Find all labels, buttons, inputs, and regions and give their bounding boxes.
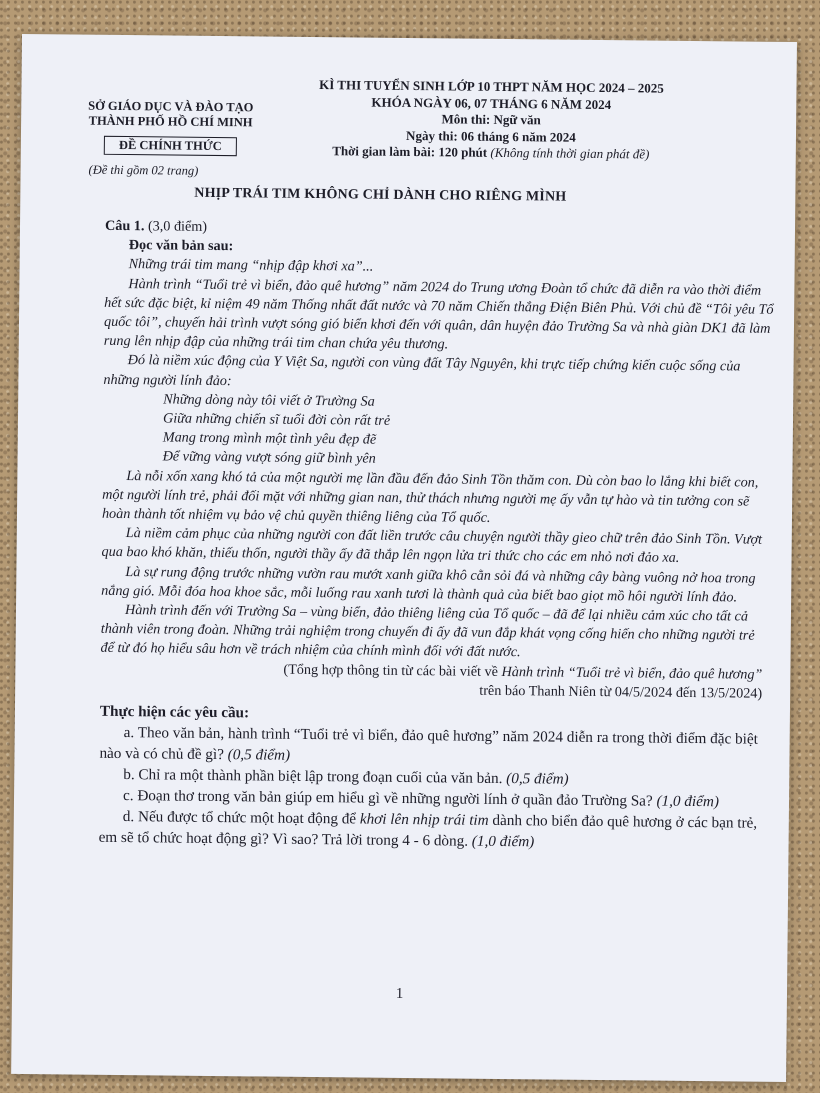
page-number: 1 [395, 985, 404, 1002]
requirement-a: a. Theo văn bản, hành trình “Tuổi trẻ vì biển, đảo quê hương” năm 2024 diễn ra trong thời điểm đặc biệt nào và có chủ đề gì? (0,5 điểm) [99, 724, 758, 764]
passage-paragraph: Là sự rung động trước những vườn rau mướt xanh giữa khô cằn sỏi đá và những cây bàng vuông nở hoa trong nắng gió. Mỗi đóa hoa khoe sắc, mỗi luống rau xanh tươi là thành quả của biết bao giọt mồ hôi người lính đảo. [101, 563, 756, 606]
header-right [271, 77, 712, 164]
requirement-d: d. Nếu được tổ chức một hoạt động để khơi lên nhịp trái tim dành cho biển đảo quê hương ở các bạn trẻ, em sẽ tổ chức hoạt động gì? Vì sao? Trả lời trong 4 - 6 dòng. (1,0 điểm) [98, 808, 758, 851]
exam-subject: Môn thi: Ngữ văn [441, 111, 541, 128]
poem-line: Để vững vàng vượt sóng giữ bình yên [162, 448, 376, 468]
header-left [83, 99, 259, 180]
requirements-title: Thực hiện các yêu cầu: [99, 702, 250, 722]
passage-title: NHỊP TRÁI TIM KHÔNG CHỈ DÀNH CHO RIÊNG MÌNH [194, 185, 567, 205]
exam-session: KHÓA NGÀY 06, 07 THÁNG 6 NĂM 2024 [371, 94, 612, 112]
question-heading: Câu 1. (3,0 điểm) [104, 217, 208, 235]
passage-paragraph: Là niềm cảm phục của những người con đất liền trước câu chuyện người thầy gieo chữ trên đảo Sinh Tồn. Vượt qua bao khó khăn, thiếu thốn, người thầy ấy đã thắp lên ngọn lửa tri thức cho các em nhỏ nơi đảo xa. [101, 525, 763, 567]
poem-line: Giữa những chiến sĩ tuổi đời còn rất trẻ [162, 410, 391, 429]
exam-paper [11, 34, 797, 1082]
poem-line: Những dòng này tôi viết ở Trường Sa [163, 391, 375, 410]
passage-paragraph: Là nỗi xốn xang khó tả của một người mẹ lần đầu đến đảo Sinh Tồn thăm con. Dù còn bao lo lắng khi biết con, một người lính trẻ, phải đối mặt với những gian nan, thử thách nhưng người mẹ ấy vẫn tự hào và tin tưởng con sẽ hoàn thành tốt nhiệm vụ bảo vệ chủ quyền thiêng liêng của Tổ quốc. [101, 467, 759, 526]
passage-paragraph: Hành trình đến với Trường Sa – vùng biển, đảo thiêng liêng của Tổ quốc – đã để lại nhiều cảm xúc cho tất cả thành viên trong đoàn. Những trải nghiệm trong chuyến đi ấy đã vun đắp khát vọng cống hiến cho những người trẻ để từ đó họ hiểu sâu hơn về trách nhiệm của chính mình đối với đất nước. [100, 602, 755, 661]
question-body [99, 217, 776, 855]
reading-instruction: Đọc văn bản sau: [128, 237, 234, 255]
source-citation: (Tổng hợp thông tin từ các bài viết về Hành trình “Tuổi trẻ vì biển, đảo quê hương” [283, 661, 763, 683]
official-stamp-box: ĐỀ CHÍNH THỨC [104, 136, 237, 156]
passage-paragraph: Đó là niềm xúc động của Y Việt Sa, người con vùng đất Tây Nguyên, khi trực tiếp chứng kiến cuộc sống của những người lính đảo: [103, 352, 741, 389]
exam-date: Ngày thi: 06 tháng 6 năm 2024 [406, 127, 576, 145]
requirements [99, 701, 771, 855]
pages-note: (Đề thi gồm 02 trang) [88, 162, 199, 178]
requirement-c: c. Đoạn thơ trong văn bản giúp em hiểu gì về những người lính ở quần đảo Trường Sa? (1,0 điểm) [122, 787, 720, 811]
exam-title: KÌ THI TUYỂN SINH LỚP 10 THPT NĂM HỌC 2024 – 2025 [319, 77, 664, 96]
requirement-b: b. Chỉ ra một thành phần biệt lập trong đoạn cuối của văn bản. (0,5 điểm) [123, 766, 569, 788]
source-citation-line-2: trên báo Thanh Niên từ 04/5/2024 đến 13/5/2024) [479, 682, 763, 702]
passage-paragraph: Hành trình “Tuổi trẻ vì biển, đảo quê hương” năm 2024 do Trung ương Đoàn tổ chức đã diễn ra vào thời điểm hết sức đặc biệt, kỉ niệm 49 năm Thống nhất đất nước và 70 năm Chiến thắng Điện Biên Phủ. Với chủ đề “Tôi yêu Tổ quốc tôi”, chuyến hải trình vượt sóng gió biển khơi đến với quân, dân huyện đảo Trường Sa và nhà giàn DK1 đã làm rung lên nhịp đập của những trái tim chan chứa yêu thương. [103, 275, 774, 353]
poem-line: Mang trong mình một tình yêu đẹp đẽ [162, 429, 377, 448]
exam-time: Thời gian làm bài: 120 phút (Không tính thời gian phát đề) [332, 143, 650, 162]
department-line-1: SỞ GIÁO DỤC VÀ ĐÀO TẠO [88, 98, 254, 115]
passage-paragraph: Những trái tim mang “nhịp đập khơi xa”... [128, 256, 374, 276]
department-line-2: THÀNH PHỐ HỒ CHÍ MINH [88, 113, 253, 130]
